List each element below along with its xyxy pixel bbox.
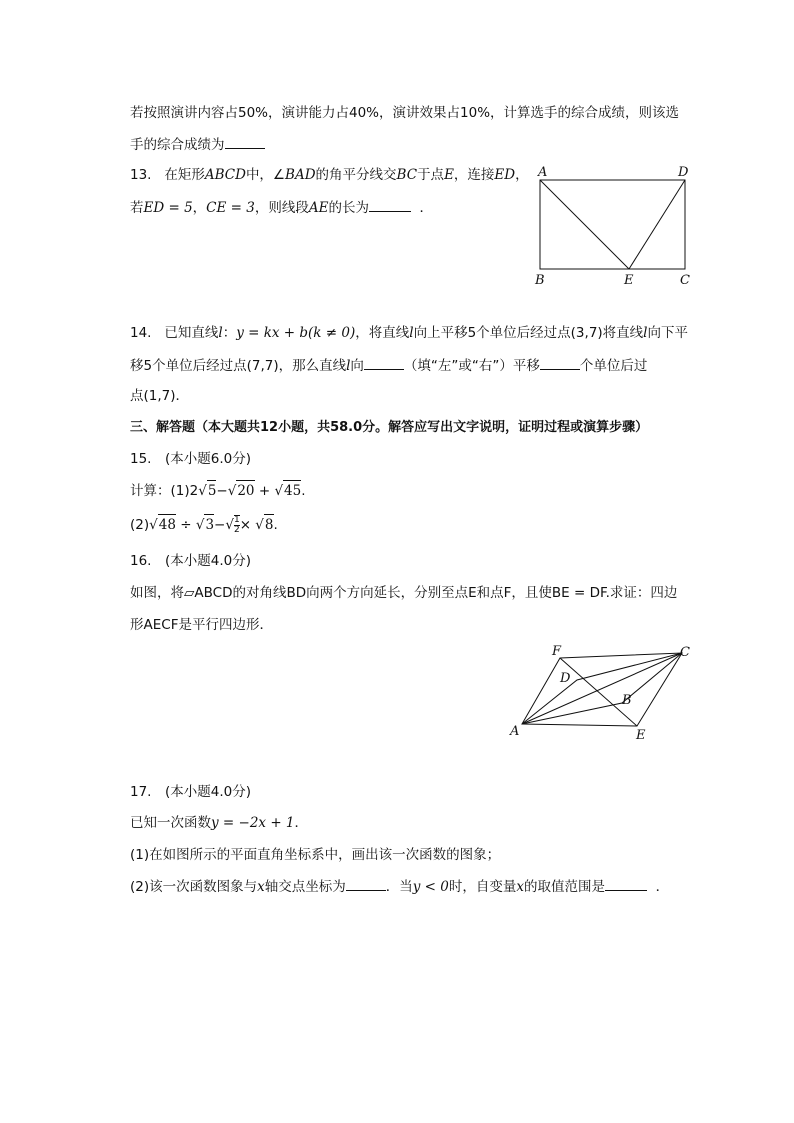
- parallelogram-figure: [505, 640, 700, 745]
- label-A: A: [510, 724, 520, 739]
- segment-ED: [629, 180, 685, 269]
- q15-header: 15. (本小题6.0分): [130, 451, 251, 467]
- q14-line2: 移5个单位后经过点(7,7)，那么直线l向 （填“左”或“右”）平移 个单位后过: [130, 355, 647, 376]
- answer-blank: [540, 355, 580, 370]
- rectangle-ABCD: [540, 180, 685, 269]
- segment-AE: [540, 180, 629, 269]
- q17-line1: 已知一次函数y = −2x + 1．: [130, 815, 309, 831]
- q15-line2: (2)√48 ÷ √3−√ $\frac{1}{2}$ × √8.: [130, 515, 278, 535]
- answer-blank: [605, 876, 647, 891]
- label-B: B: [622, 693, 632, 708]
- label-E: E: [636, 728, 646, 743]
- q14-line3: 点(1,7)．: [130, 388, 190, 404]
- q15-line1: 计算：(1)2√5−√20 + √45.: [130, 480, 306, 501]
- q16-line2: 形AECF是平行四边形．: [130, 617, 273, 633]
- diagonal-FE: [560, 658, 637, 726]
- q12-line1: 若按照演讲内容占50%，演讲能力占40%，演讲效果占10%，计算选手的综合成绩，则该选: [130, 105, 680, 121]
- q17-header: 17. (本小题4.0分): [130, 784, 251, 800]
- section-heading: 三、解答题（本大题共12小题，共58.0分。解答应写出文字说明，证明过程或演算步骤）: [130, 420, 649, 435]
- answer-blank: [225, 134, 265, 149]
- label-C: C: [680, 273, 690, 288]
- label-D: D: [560, 671, 571, 686]
- label-E: E: [624, 273, 634, 288]
- q12-line2: 手的综合成绩为: [130, 134, 265, 155]
- label-A: A: [538, 165, 548, 180]
- q17-line3: (2)该一次函数图象与x轴交点坐标为 ．当y < 0时，自变量x的取值范围是 ．: [130, 876, 669, 897]
- answer-blank: [364, 355, 404, 370]
- q16-line1: 如图，将▱ABCD的对角线BD向两个方向延长，分别至点E和点F，且使BE = DF.求证：四边: [130, 585, 678, 601]
- answer-blank: [369, 197, 411, 212]
- q13-line1: 13. 在矩形ABCD中，∠BAD的角平分线交BC于点E，连接ED，: [130, 167, 529, 183]
- rectangle-figure: [528, 160, 700, 290]
- q17-line2: (1)在如图所示的平面直角坐标系中，画出该一次函数的图象；: [130, 847, 501, 863]
- label-D: D: [678, 165, 689, 180]
- answer-blank: [346, 876, 386, 891]
- q14-line1: 14. 已知直线l：y = kx + b(k ≠ 0)，将直线l向上平移5个单位后经过点(3,7)将直线l向下平: [130, 325, 688, 341]
- label-B: B: [535, 273, 545, 288]
- q13-line2: 若ED = 5，CE = 3，则线段AE的长为 ．: [130, 197, 433, 218]
- diagonal-AC: [522, 653, 682, 724]
- label-F: F: [552, 644, 562, 659]
- q16-header: 16. (本小题4.0分): [130, 553, 251, 569]
- label-C: C: [680, 645, 690, 660]
